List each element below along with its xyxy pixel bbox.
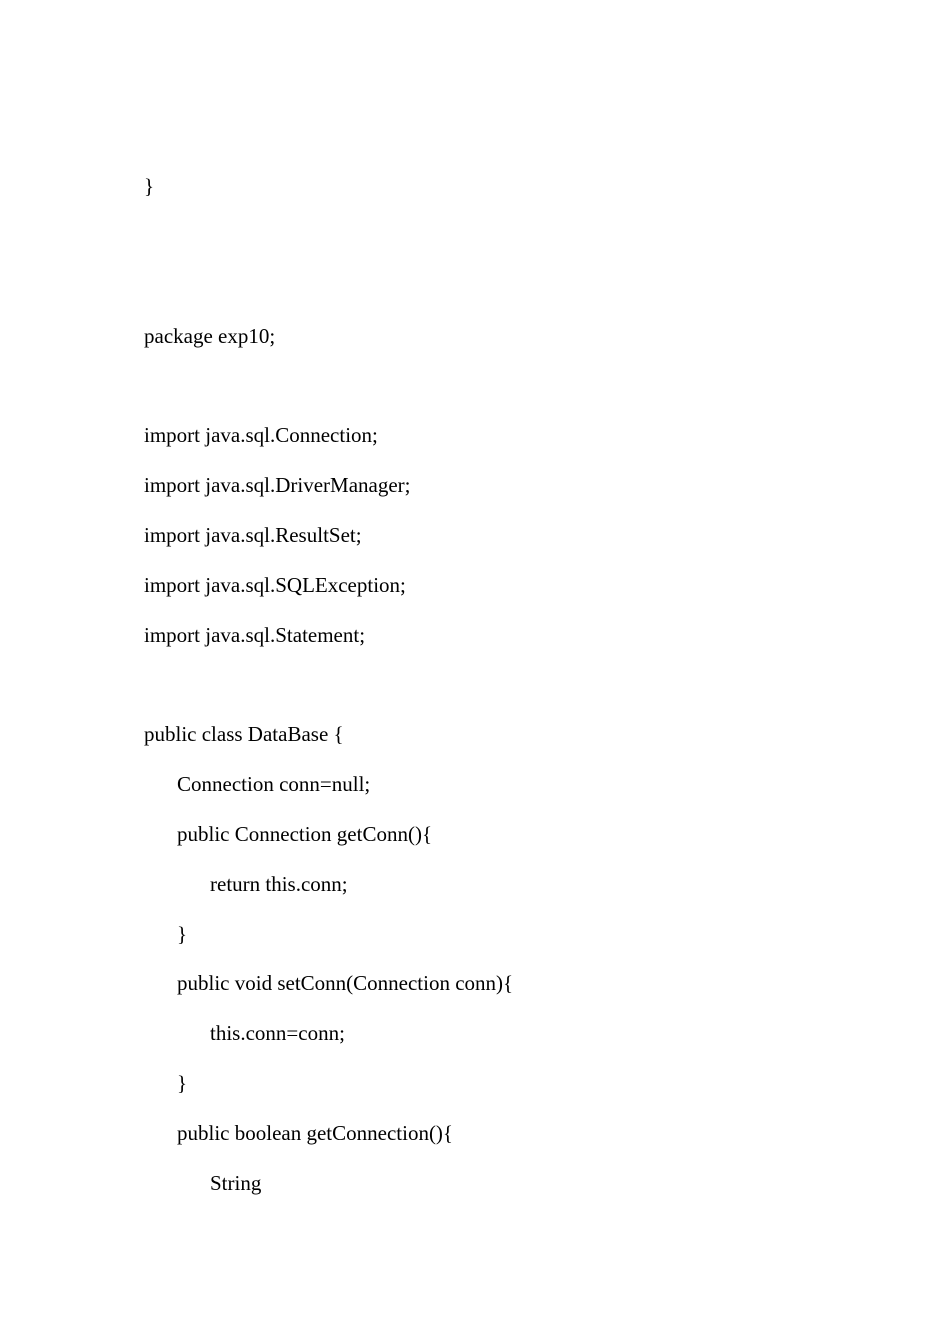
code-line-package: package exp10; [144,324,276,348]
code-line-class-declaration: public class DataBase { [144,722,344,746]
code-line-import-sqlexception: import java.sql.SQLException; [144,573,406,597]
code-line-assign-conn: this.conn=conn; [210,1021,345,1045]
code-line-getconnection-signature: public boolean getConnection(){ [177,1121,454,1145]
code-line-string: String [210,1171,262,1195]
code-line-import-resultset: import java.sql.ResultSet; [144,523,362,547]
code-line-closing-brace: } [144,174,155,198]
code-line-setconn-signature: public void setConn(Connection conn){ [177,971,514,995]
code-line-getconn-close: } [177,922,188,946]
code-line-import-drivermanager: import java.sql.DriverManager; [144,473,411,497]
code-line-import-statement: import java.sql.Statement; [144,623,366,647]
code-line-field-conn: Connection conn=null; [177,772,371,796]
code-line-setconn-close: } [177,1071,188,1095]
code-line-getconn-signature: public Connection getConn(){ [177,822,433,846]
code-line-return-conn: return this.conn; [210,872,348,896]
code-line-import-connection: import java.sql.Connection; [144,423,378,447]
